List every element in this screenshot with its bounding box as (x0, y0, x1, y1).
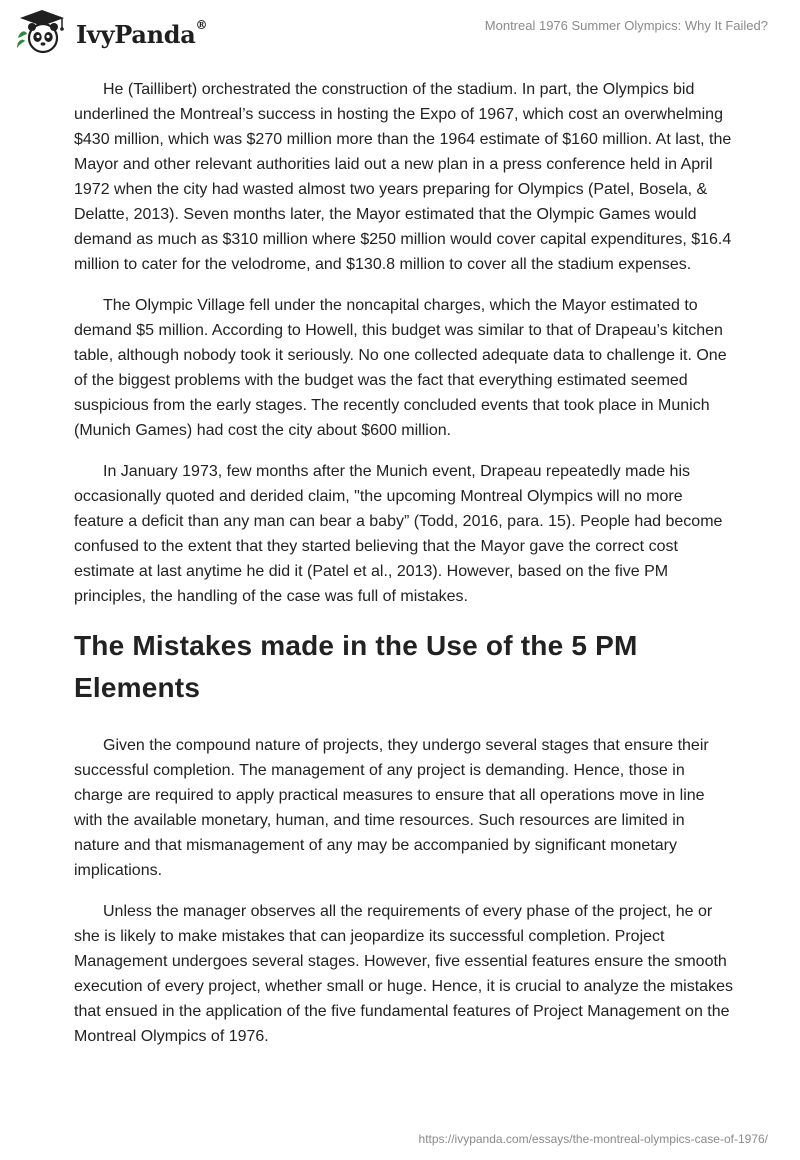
paragraph: Unless the manager observes all the requirements of every phase of the project, he or she is likely to make mistakes that can jeopardize its successful completion. Project Management undergoes several stages. However, five essential features ensure the smooth execution of every project, whether small or huge. Hence, it is crucial to analyze the mistakes that ensued in the application of the five fundamental features of Project Management on the Montreal Olympics of 1976. (74, 903, 733, 1045)
source-url-link[interactable]: https://ivypanda.com/essays/the-montreal-olympics-case-of-1976/ (418, 1132, 768, 1146)
section-heading: The Mistakes made in the Use of the 5 PM Elements (74, 630, 638, 703)
brand-name-text: IvyPanda (76, 19, 196, 49)
paragraph: He (Taillibert) orchestrated the construction of the stadium. In part, the Olympics bid underlined the Montreal’s success in hosting the Expo of 1967, which cost an overwhelming $430 million, which was $270 million more than the 1964 estimate of $160 million. At last, the Mayor and other relevant authorities laid out a new plan in a press conference held in April 1972 when the city had wasted almost two years preparing for Olympics (Patel, Bosela, & Delatte, 2013). Seven months later, the Mayor estimated that the Olympic Games would demand as much as $310 million where $250 million would cover capital expenditures, $16.4 million to cater for the velodrome, and $130.8 million to cover all the stadium expenses. (74, 81, 732, 273)
panda-graduation-cap-icon (14, 8, 70, 56)
paragraph: Given the compound nature of projects, they undergo several stages that ensure their successful completion. The management of any project is demanding. Hence, those in charge are required to apply practical measures to ensure that all operations move in line with the available monetary, human, and time resources. Such resources are limited in nature and that mismanagement of any may be accompanied by significant monetary implications. (74, 737, 709, 879)
article-body (74, 77, 734, 1065)
page-header (0, 0, 800, 70)
paragraph: The Olympic Village fell under the noncapital charges, which the Mayor estimated to demand $5 million. According to Howell, this budget was similar to that of Drapeau’s kitchen table, although nobody took it seriously. No one collected adequate data to challenge it. One of the biggest problems with the budget was the fact that everything estimated seemed suspicious from the early stages. The recently concluded events that took place in Munich (Munich Games) had cost the city about $600 million. (74, 297, 727, 439)
ivypanda-logo[interactable] (14, 8, 207, 56)
registered-mark: ® (195, 17, 208, 32)
document-title: Montreal 1976 Summer Olympics: Why It Failed? (484, 18, 768, 33)
paragraph: In January 1973, few months after the Munich event, Drapeau repeatedly made his occasionally quoted and derided claim, "the upcoming Montreal Olympics will no more feature a deficit than any man can bear a baby” (Todd, 2016, para. 15). People had become confused to the extent that they started believing that the Mayor gave the correct cost estimate at last anytime he did it (Patel et al., 2013). However, based on the five PM principles, the handling of the case was full of mistakes. (74, 463, 723, 605)
brand-name (76, 17, 208, 49)
